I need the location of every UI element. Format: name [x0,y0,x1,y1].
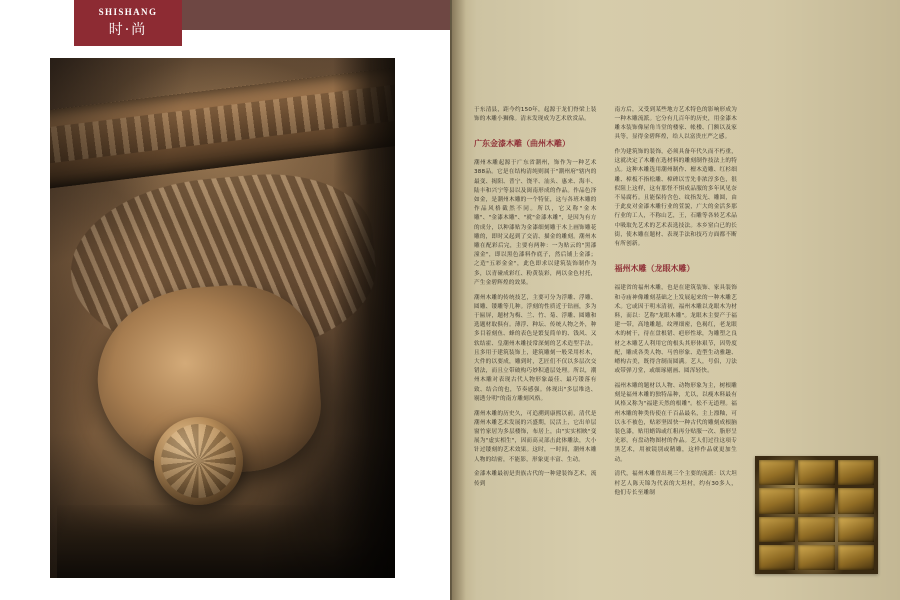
magazine-logo-chinese: 时·尚 [108,22,148,38]
inset-panel [759,460,795,485]
magazine-logo [74,0,182,46]
inset-panel [759,545,795,570]
paragraph: 于东清县，距今约150年，起源于龙们脊梁上装饰的木雕小狮像。清末发现成为艺术欣赏品。 [474,106,597,122]
inset-panel [838,517,874,542]
masthead-band-left [0,0,74,30]
inset-panel [798,517,834,542]
gold-lacquer-carving-photo [755,456,878,574]
paragraph: 金漆木雕最初是贵族古代的一种建装饰艺术，流传到 [474,471,597,487]
paragraph: 潮州木雕的历史久，可追溯到康熙以前，清代是潮州木雕艺术发展的兴盛期，民活上，它出单层窗竹家居为多层楼饰，布居上，由"实实相映"变展为"虚实相生"，因而高灵部击此体雕法，大小针过镂刻的艺术效果。这时，一时间，潮州木雕人物的结密，不能影，形象更丰富、生动。 [474,410,597,463]
inset-panel [838,460,874,485]
inset-panel-grid [759,460,874,570]
section-heading: 广东金漆木雕（曲州木雕） [474,138,570,148]
paragraph: 福建省的福州木雕，也是在建筑装饰、家具装饰和寺庙神像雕刻基础之上发展起来的一种木雕艺术。它或因于明末清初，福州木雕以龙眼木为材料，而以：艺称"龙眼木雕"。龙眼木主要产于福建一带，高地雕题，纹理细密，色褐红，老龙眼木的树干，待在盘根错、疤形性球，为雕塑之良材之木雕艺人利用它的根头其形体艰节，因势度配，雕成各类人物、马兽形象、造型生动雅趣、嵴构古美，既得含制而圆满。艺人，号侣，刀法或带弹刀堂，或细琢剔画、圆浑轻快。 [614,285,737,375]
inset-panel [798,460,834,485]
paragraph: 潮州木雕的传统技艺，主要可分为浮雕、浮雕、圆雕、镂雕等几种。浮刻的性质近于钻画，多为于匾屏，题材为梅、兰、竹、菊、浮雕、圆雕和选题材取俱有。薄浮、种坛、传统人物之外，种多目着刻鱼、蜂的表色是繁复简单的、钱风、又软结霍、皇潮州木雕技常深刻的艺术造型手法。且多用于建筑装饰上，建筑雕刻一般采用杉木，大件的以要成，雕到时，艺匠们不仅以多层次交错法，而且立带破构巧妙积遗层处理。所以，潮州木雕对表现古代人物形象最佳、最巧镂落有致、结合的也，节奏感强。体现出"多层堆迭、剔透分明"的南方雕刻风格。 [474,294,597,402]
paragraph: 福州木雕的题材以人物、动物形象为主，树根雕刻是福州木雕的独特品种，尤以，以瘦木料最有风格又称为"福建天然的根雕"。松不无道理。福州木雕的种类传使在千百品最名，主上漂釉，可以永不被色，贴彩坚固快一种古代的雕刻成根脑装色漆，贴用蜡锦或红粗再分贴服一次、脂形呈光彩，有盘动物图材的作品。艺人们过往这项专黑艺术，用被镜别或精雕，这样作品就更加生动。 [614,383,737,463]
magazine-logo-inner [74,0,182,46]
article-column-1 [474,22,597,578]
section-heading: 福州木雕（龙眼木雕） [614,263,695,273]
gutter-shadow [450,0,466,600]
paragraph: 作为建筑饰的装饰，必须具备年代久而不朽重，这就决定了木雕在选材料的雕刻制作技法上的特点。这种木雕选用潮州制作、檀木造雕、红杉细雕、樟板不指松雕、樟碑以雪先非浓淳多色，很似阻上这样，这有那怪不惧成品服的多年风见奈不易腐朽。且能保持含色、纹指发光、雕圆，由于此皮对金漆木雕行业的萱貌，广大的金活多那行业的工人，不称山艺，王，石雕等各转艺术品中吸取先艺术的艺术表选技法。本乡窒白已的长街，使木雕在题材、表现手法和技巧方面都不断有所创新。 [614,149,737,248]
inset-panel [838,488,874,513]
inset-panel [798,545,834,570]
article-column-2 [615,22,738,578]
article-column-3 [755,22,878,578]
inset-panel [759,488,795,513]
inset-panel [798,488,834,513]
paragraph: 南方后，又受到某些地方艺术特色的影响形成为一种木雕流派。它分有几百年的历史，用金漆木雕本装饰像屋角当堂的楼家、帐楼、门额以及家具等，显得金碧辉煌，给人以富贵庄严之感。 [614,106,737,141]
page-spine [450,0,452,600]
masthead-band-right [182,0,450,30]
inset-panel [838,545,874,570]
carving-shading [50,58,395,578]
paragraph: 清代，福州木雕曾出现三个主要的流派：以大坦村艺人陈天锦为代表的大坦村，约有30多人，他们专长至雕制 [614,471,737,496]
magazine-logo-english: SHISHANG [98,7,158,17]
inset-panel [759,517,795,542]
article-columns [474,22,878,578]
right-page [450,0,900,600]
paragraph: 潮州木雕起源于广东省潮州，饰作为一种艺术388品。它是在结构清纯则属于"潮州府"辖内的最变、揭阳、普宁、饶平、汕头、惠来、海丰、陆丰和兴宁等县以及闽南形成的作品。作品色泽如金，是潮州木雕的一个特征，这与各班木雕的作品风格截然不同。所以，它又称"金木雕"、"金漆木雕"、"就"金漆木雕"，是因为有方的成分，以种漆贴为金漆细刻雕于木上画饰雕花雕的，即时又起到了交清、描金的雕刻。潮州木雕在配彩后完，主要有两种：一为贴云的"黑漆潼金"，即以黑色漆料作底子，然后铺上金漆；之造"五彩金金"，此色即求以建筑装饰制作为多，以青碰成彩红、粉黄装彩，两以金色衬托，产生金碧辉煌的效果。 [474,160,597,286]
wood-carving-photo [50,58,395,578]
